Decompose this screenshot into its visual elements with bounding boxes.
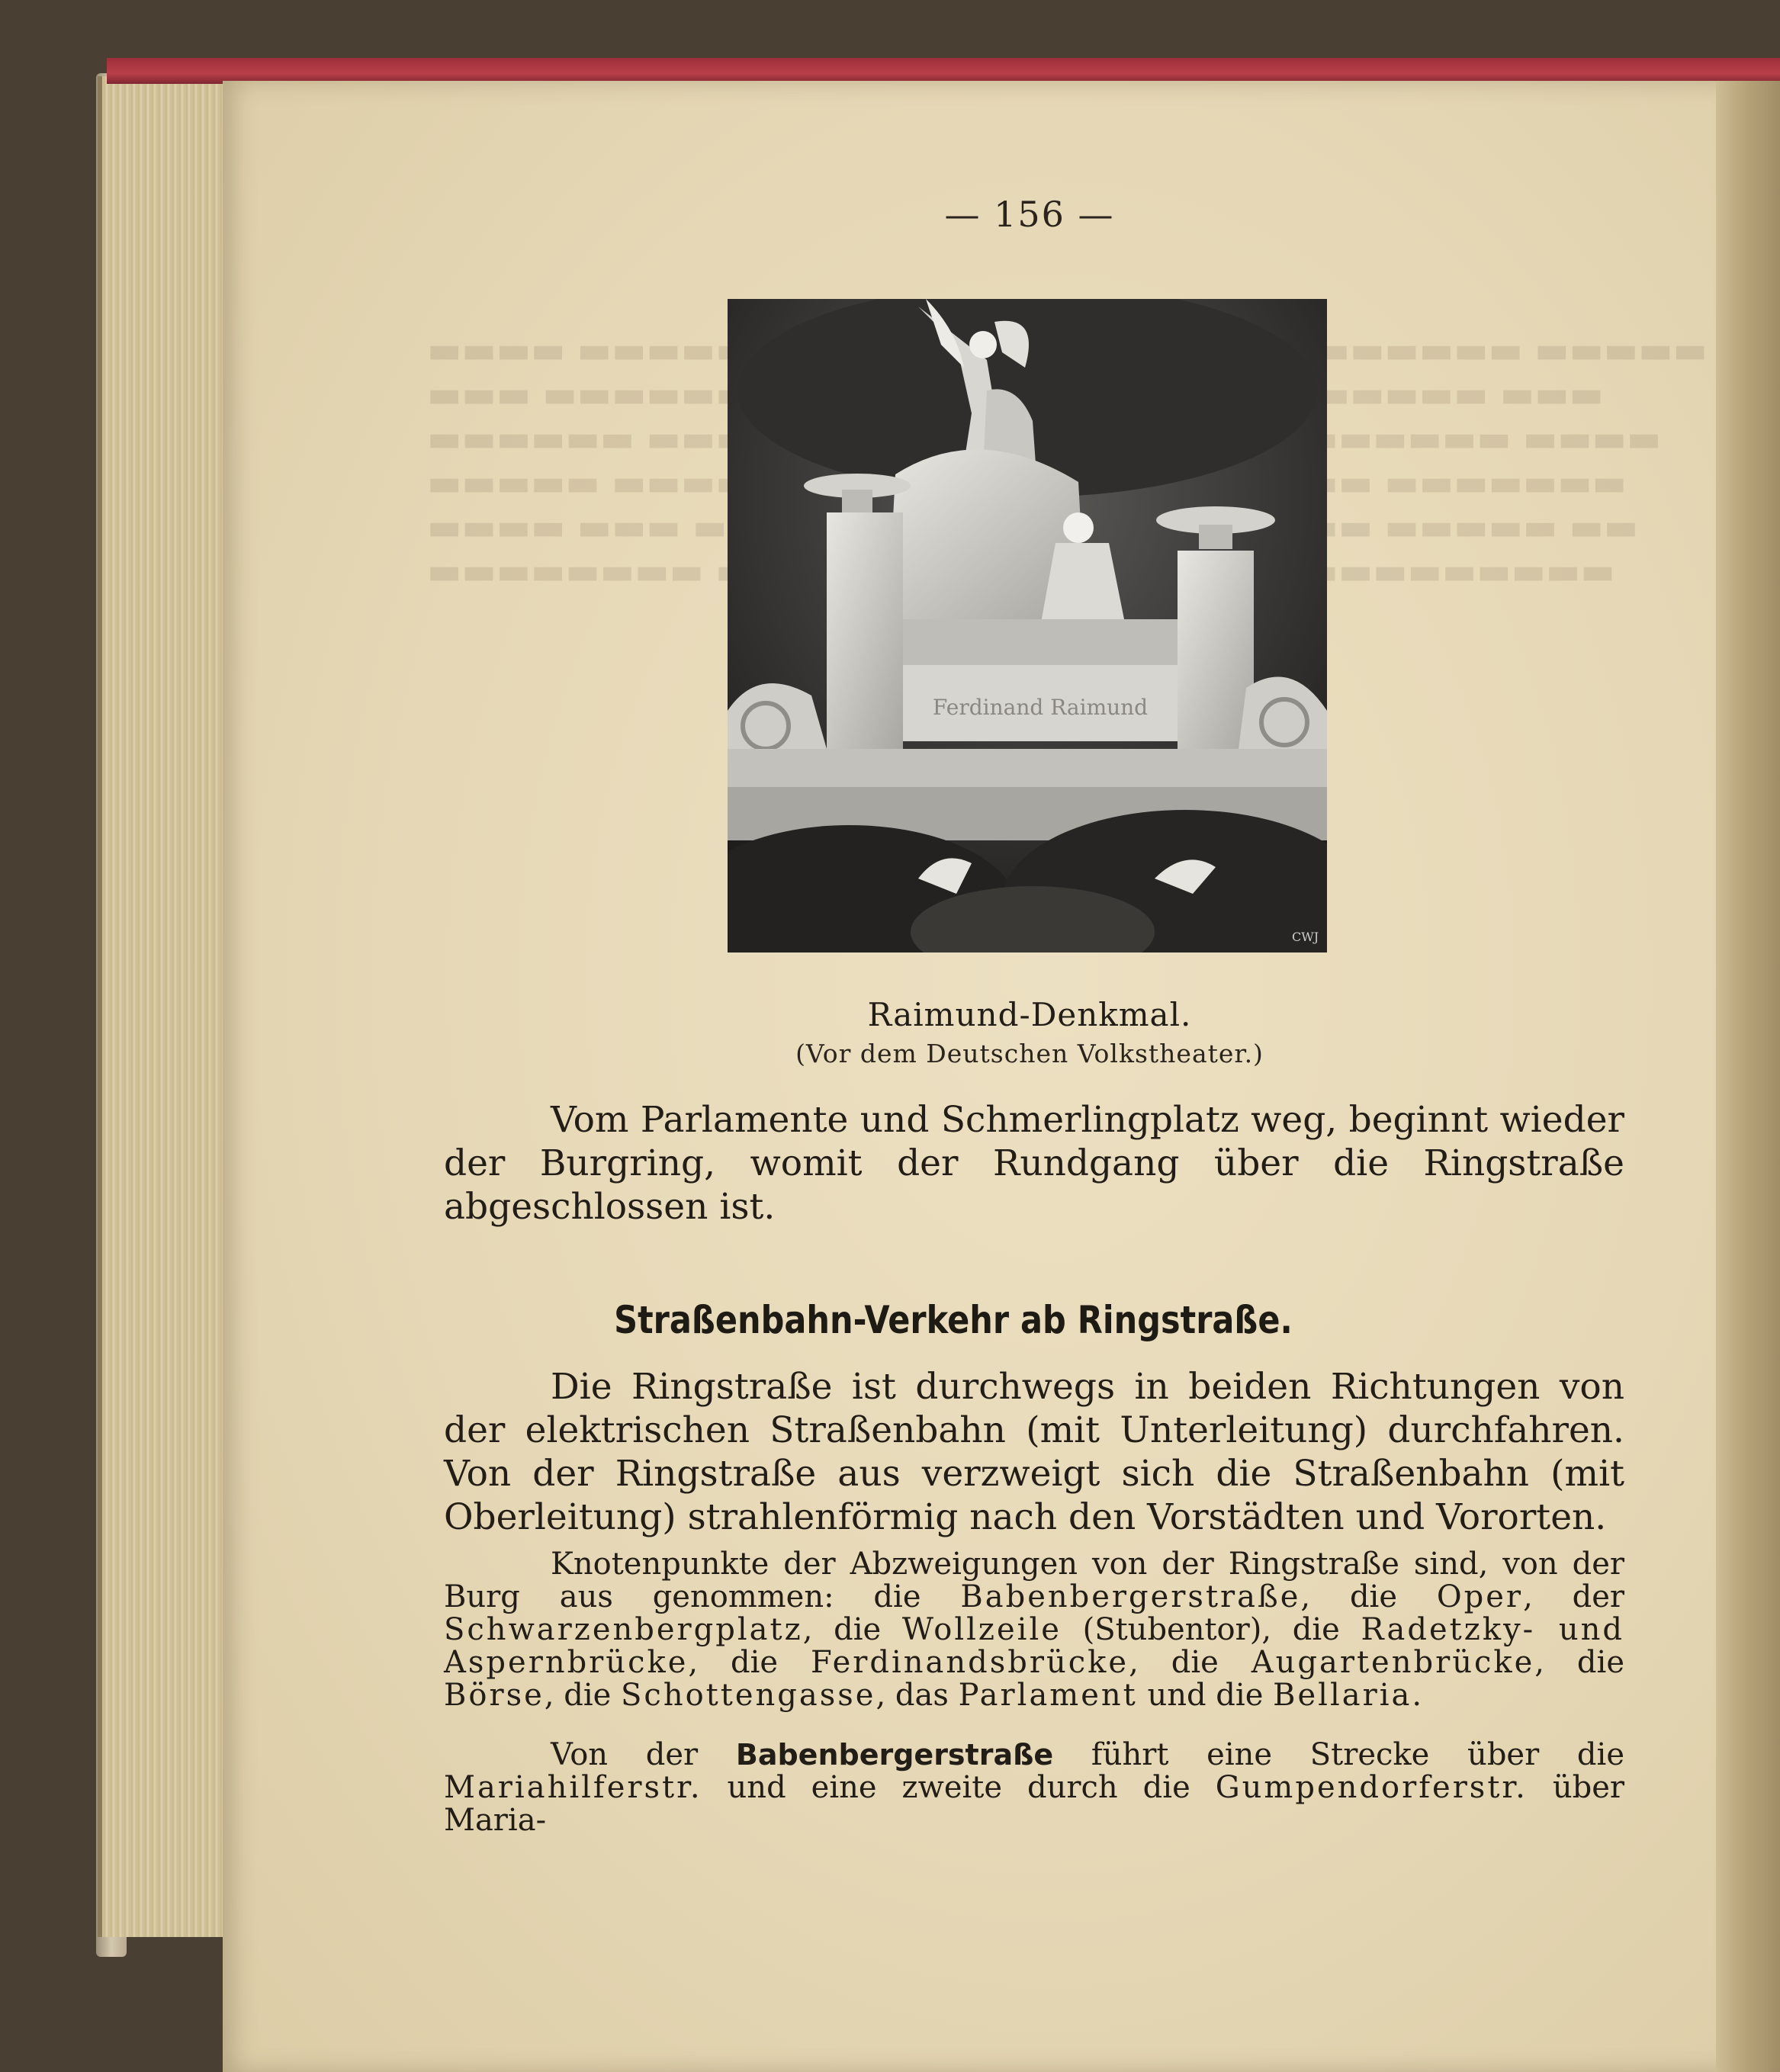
spaced-term: Ferdinandsbrücke: [811, 1645, 1129, 1680]
text-run: (Stubentor), die: [1061, 1612, 1361, 1647]
spaced-term: Radetzky- und Aspernbrücke: [444, 1612, 1624, 1680]
spaced-term: Augartenbrücke: [1251, 1645, 1535, 1680]
engraver-signature: CWJ: [1292, 930, 1319, 944]
bold-term: Babenbergerstraße: [735, 1738, 1054, 1772]
text-run: , die: [1129, 1645, 1251, 1680]
spaced-term: Wollzeile: [901, 1612, 1062, 1647]
figure-caption-title: Raimund-Denkmal.: [867, 996, 1192, 1033]
text-run: , das: [876, 1678, 959, 1713]
paragraph-junctions: [444, 1548, 1624, 1712]
paragraph-tram-intro: [444, 1365, 1624, 1539]
text-run: über Maria-: [444, 1770, 1624, 1838]
paragraph-babenberger-routes: [444, 1739, 1624, 1837]
text-run: , die: [802, 1612, 902, 1647]
spaced-term: Parlament: [958, 1678, 1138, 1713]
pedestal-inscription: Ferdinand Raimund: [932, 695, 1149, 720]
text-run: .: [1412, 1678, 1422, 1713]
spaced-term: Börse: [444, 1678, 545, 1713]
spaced-term: Schwarzenbergplatz: [444, 1612, 803, 1647]
spaced-term: Gumpendorferstr.: [1215, 1770, 1528, 1805]
spaced-term: Mariahilferstr.: [444, 1770, 702, 1805]
text-run: führt eine Strecke über die: [1053, 1737, 1624, 1772]
figure-caption-subtitle: (Vor dem Deutschen Volkstheater.): [795, 1039, 1264, 1068]
paragraph-text: Die Ringstraße ist durchwegs in beiden Richtungen von der elektrischen Straßenbahn (mit Unterleitung) durchfahren. Von der Ringstraße aus verzweigt sich die Straßenbahn (mit Oberleitung) strahlenförmig nach den Vorstädten und Vororten.: [444, 1366, 1624, 1538]
book-top-edge: [107, 58, 1780, 84]
paragraph-text: Vom Parlamente und Schmerlingplatz weg, beginnt wieder der Burgring, womit der Rundgang über die Ringstraße abgeschlossen ist.: [444, 1099, 1624, 1228]
text-run: , der: [1523, 1579, 1625, 1614]
text-run: und die: [1137, 1678, 1274, 1713]
paragraph-ringstrasse-end: [444, 1098, 1624, 1229]
text-run: und eine zweite durch die: [702, 1770, 1216, 1805]
page-gutter-shadow: [1716, 81, 1780, 2072]
spaced-term: Babenbergerstraße: [960, 1579, 1301, 1614]
text-run: , die: [688, 1645, 811, 1680]
spaced-term: Schottengasse: [621, 1678, 876, 1713]
text-run: , die: [1534, 1645, 1624, 1680]
text-run: , die: [1300, 1579, 1437, 1614]
text-run: Knotenpunkte der Abzweigungen von der Ringstraße sind, von der Burg aus genommen: die: [444, 1547, 1624, 1614]
spaced-term: Bellaria: [1273, 1678, 1412, 1713]
raimund-monument-illustration: [728, 299, 1327, 952]
text-run: , die: [544, 1678, 622, 1713]
spaced-term: Oper: [1436, 1579, 1524, 1614]
section-heading: Straßenbahn-Verkehr ab Ringstraße.: [614, 1298, 1293, 1342]
page-number: — 156 —: [944, 194, 1115, 235]
text-run: Von der: [551, 1737, 736, 1772]
